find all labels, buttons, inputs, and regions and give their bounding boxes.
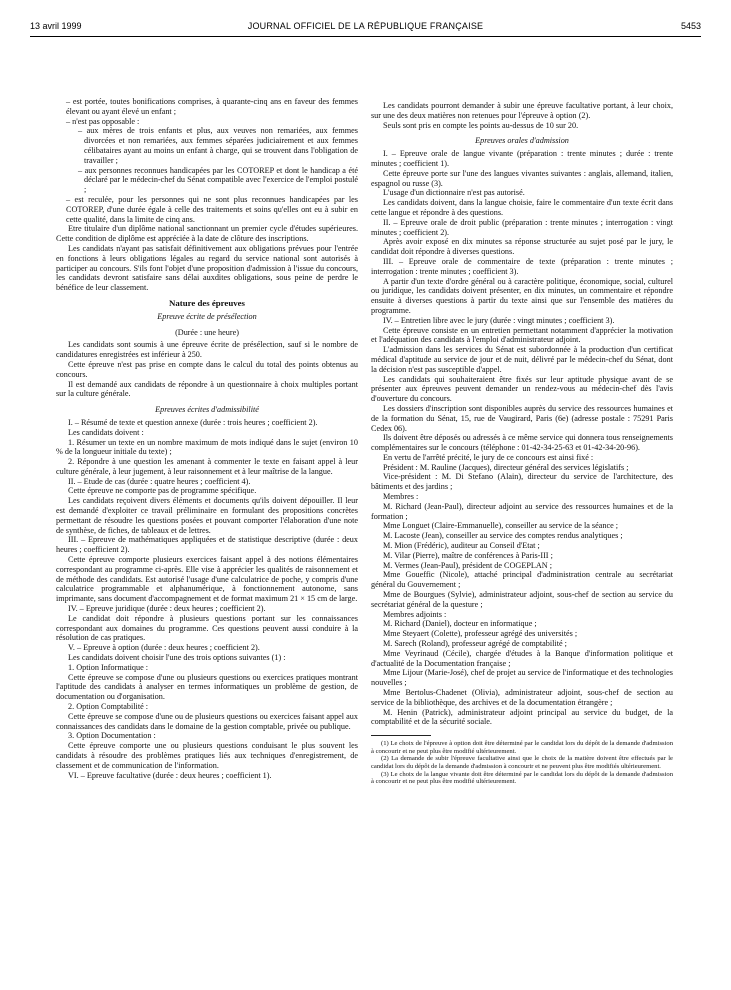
jury-member: M. Mion (Frédéric), auditeur au Conseil d'Etat ; bbox=[383, 541, 540, 551]
paragraph: Cette épreuve comporte plusieurs exercices faisant appel à des notions élémentaires correspondant au programme ci-après. Elle vise à apprécier les qualités de raisonnement et de méthode des candidats. Est autorisé l'usage d'une calculatrice de poche, y compris d'une calculatrice programmable et alphanumérique, à fonctionnement autonome, sans imprimante, sans document d'accompagnement et de format maximum 21 × 15 cm de large. bbox=[56, 555, 358, 604]
paragraph: Cette épreuve ne comporte pas de programme spécifique. bbox=[68, 486, 257, 496]
paragraph: A partir d'un texte d'ordre général ou à caractère politique, économique, social, culturel ou juridique, les candidats doivent présenter, en dix minutes, un commentaire et répondre ensuite à diverses questions à partir du texte ainsi que sur l'ensemble des matières du programme. bbox=[371, 276, 673, 315]
jury-member: Mme Goueffic (Nicole), attaché principal d'administration centrale au secrétariat général du Gouvernement ; bbox=[371, 570, 673, 590]
paragraph: L'usage d'un dictionnaire n'est pas autorisé. bbox=[383, 188, 525, 198]
list-item: – aux mères de trois enfants et plus, aux veuves non remariées, aux femmes divorcées et non remariées, aux femmes séparées judiciairement et aux femmes célibataires ayant au moins un enfant à charge, qui se trouvent dans l'obligation de travailler ; bbox=[78, 126, 358, 165]
paragraph: 1. Option Informatique : bbox=[68, 662, 149, 672]
paragraph: Seuls sont pris en compte les points au-dessus de 10 sur 20. bbox=[383, 120, 579, 130]
jury-member: Président : M. Rauline (Jacques), directeur général des services législatifs ; bbox=[383, 462, 629, 472]
jury-member: Mme de Bourgues (Sylvie), administrateur adjoint, sous-chef de section au service du secrétariat général de la questure ; bbox=[371, 590, 673, 609]
paragraph: II. – Etude de cas (durée : quatre heures ; coefficient 4). bbox=[68, 476, 251, 486]
paragraph: 3. Option Documentation : bbox=[68, 731, 156, 741]
paragraph: 1. Résumer un texte en un nombre maximum de mots indiqué dans le sujet (environ 10 % de la longueur initiale du texte) ; bbox=[56, 437, 358, 457]
header-date: 13 avril 1999 bbox=[30, 21, 82, 31]
paragraph: Les candidats reçoivent divers éléments et documents qu'ils doivent dépouiller. Il leur est demandé d'exploiter ce travail préliminaire en formulant des propositions concrètes permettant de résoudre les questions posées et pouvant comporter l'élaboration d'une note de synthèse, de fiches, de tableaux et de lettres. bbox=[56, 496, 358, 535]
duration-note: (Durée : une heure) bbox=[175, 327, 239, 337]
paragraph: – est reculée, pour les personnes qui ne sont plus reconnues handicapées par les COTOREP, d'une durée égale à celle des traitements et soins qu'elles ont eu à subir en cette qualité, dans la limite de cinq ans. bbox=[66, 194, 358, 224]
jury-member: M. Lacoste (Jean), conseiller au service des comptes rendus analytiques ; bbox=[383, 531, 623, 541]
paragraph: VI. – Epreuve facultative (durée : deux heures ; coefficient 1). bbox=[68, 770, 272, 780]
paragraph: Les candidats doivent choisir l'une des trois options suivantes (1) : bbox=[68, 653, 286, 663]
jury-member: Mme Bertolus-Chadenet (Olivia), administrateur adjoint, sous-chef de section au service de la bibliothèque, des archives et de la documentation étrangère ; bbox=[371, 688, 673, 707]
paragraph: – n'est pas opposable : bbox=[66, 116, 140, 126]
journal-title: JOURNAL OFFICIEL DE LA RÉPUBLIQUE FRANÇAISE bbox=[247, 21, 484, 31]
jury-member: Mme Steyaert (Colette), professeur agrégé des universités ; bbox=[383, 629, 578, 639]
header-rule bbox=[30, 36, 701, 37]
page-header bbox=[30, 21, 701, 35]
footnote-rule bbox=[371, 735, 431, 736]
paragraph: Les candidats sont soumis à une épreuve écrite de présélection, sauf si le nombre de candidatures enregistrées est inférieur à 250. bbox=[56, 340, 358, 360]
jury-member: M. Richard (Daniel), docteur en informatique ; bbox=[383, 619, 537, 629]
paragraph: Cette épreuve se compose d'une ou plusieurs questions ou exercices pratiques montrant l'aptitude des candidats à analyser en termes informatiques un problème de gestion, de documentation ou d'organisation. bbox=[56, 672, 358, 702]
paragraph: Etre titulaire d'un diplôme national sanctionnant un premier cycle d'études supérieures. Cette condition de diplôme est appréciée à la date de clôture des inscriptions. bbox=[56, 224, 358, 244]
paragraph: II. – Epreuve orale de droit public (préparation : trente minutes ; interrogation : vingt minutes ; coefficient 2). bbox=[371, 217, 673, 237]
jury-member: Mme Longuet (Claire-Emmanuelle), conseiller au service de la séance ; bbox=[383, 521, 619, 531]
left-column bbox=[56, 97, 358, 977]
paragraph: Après avoir exposé en dix minutes sa réponse structurée au sujet posé par le jury, le candidat doit répondre à diverses questions. bbox=[371, 237, 673, 257]
subsection-heading: Epreuve écrite de présélection bbox=[157, 311, 257, 321]
jury-member: M. Henin (Patrick), administrateur adjoint principal au service du budget, de la comptabilité et de la sécurité sociale. bbox=[371, 707, 673, 727]
paragraph: Il est demandé aux candidats de répondre à un questionnaire à choix multiples portant sur la culture générale. bbox=[56, 379, 358, 399]
jury-member: Mme Lijour (Marie-José), chef de projet au service de l'informatique et des technologies nouvelles ; bbox=[371, 668, 673, 688]
subsection-heading: Epreuves orales d'admission bbox=[475, 136, 569, 146]
paragraph: Les candidats n'ayant pas satisfait définitivement aux obligations prévues pour l'entrée en fonctions à leurs obligations légales au regard du service national sont autorisés à participer au concours. S'ils font l'objet d'une proposition d'admission à l'issue du concours, les candidats devront satisfaire sans délai auxdites obligations, sous peine de perdre le bénéfice de leur classement. bbox=[56, 243, 358, 293]
paragraph: IV. – Epreuve juridique (durée : deux heures ; coefficient 2). bbox=[68, 604, 266, 614]
right-column bbox=[371, 101, 673, 981]
paragraph: I. – Résumé de texte et question annexe (durée : trois heures ; coefficient 2). bbox=[68, 417, 318, 427]
paragraph: Ils doivent être déposés ou adressés à ce même service qui donnera tous renseignements complémentaires sur le concours (téléphone : 01-42-34-25-63 et 01-42-34-20-96). bbox=[371, 433, 673, 453]
jury-member: Mme Veyrinaud (Cécile), chargée d'études à la Banque d'information politique et d'actualité de la Documentation française ; bbox=[371, 648, 673, 668]
jury-member: Vice-président : M. Di Stefano (Alain), directeur du service de l'architecture, des bâtiments et des jardins ; bbox=[371, 472, 673, 492]
paragraph: Cette épreuve consiste en un entretien permettant notamment d'apprécier la motivation et l'adéquation des candidats à l'emploi d'administrateur adjoint. bbox=[371, 325, 673, 345]
paragraph: L'admission dans les services du Sénat est subordonnée à la production d'un certificat médical d'aptitude au service de jour et de nuit, délivré par le médecin-chef du Sénat, dont la décision n'est pas susceptible d'appel. bbox=[371, 345, 673, 374]
paragraph: Cette épreuve porte sur l'une des langues vivantes suivantes : anglais, allemand, italien, espagnol ou russe (3). bbox=[371, 168, 673, 188]
paragraph: IV. – Entretien libre avec le jury (durée : vingt minutes ; coefficient 3). bbox=[383, 315, 615, 325]
paragraph: Les candidats doivent, dans la langue choisie, faire le commentaire d'un texte écrit dans cette langue et répondre à des questions. bbox=[371, 198, 673, 217]
paragraph: V. – Epreuve à option (durée : deux heures ; coefficient 2). bbox=[68, 643, 260, 653]
paragraph: Le candidat doit répondre à plusieurs questions portant sur les connaissances correspondant aux domaines du programme. Ces questions peuvent aussi conduire à la résolution de cas pratiques. bbox=[56, 613, 358, 643]
section-heading: Nature des épreuves bbox=[169, 297, 245, 308]
paragraph: Membres adjoints : bbox=[383, 609, 447, 619]
paragraph: Les dossiers d'inscription sont disponibles auprès du service des ressources humaines et de la formation du Sénat, 15, rue de Vaugirard, Paris (6e) (adresse postale : 75291 Paris Cedex 06). bbox=[371, 403, 673, 433]
paragraph: Cette épreuve comporte une ou plusieurs questions conduisant le plus souvent les candidats à résoudre des problèmes pratiques liés aux techniques d'enregistrement, de classement et de communication de l'information. bbox=[56, 741, 358, 770]
list-item: – aux personnes reconnues handicapées par les COTOREP et dont le handicap a été déclaré par le médecin-chef du Sénat compatible avec l'exercice de l'emploi postulé ; bbox=[78, 165, 358, 195]
jury-member: M. Richard (Jean-Paul), directeur adjoint au service des ressources humaines et de la formation ; bbox=[371, 501, 673, 521]
footnote: (3) Le choix de la langue vivante doit être déterminé par le candidat lors du dépôt de la demande d'admission à concourir et ne peut plus être modifié ultérieurement. bbox=[371, 770, 673, 786]
paragraph: – est portée, toutes bonifications comprises, à quarante-cinq ans en faveur des femmes élevant ou ayant élevé un enfant ; bbox=[66, 97, 358, 116]
paragraph: 2. Option Comptabilité : bbox=[68, 702, 149, 712]
jury-member: M. Sarech (Roland), professeur agrégé de comptabilité ; bbox=[383, 639, 567, 649]
paragraph: Les candidats doivent : bbox=[68, 427, 144, 437]
paragraph: Cette épreuve n'est pas prise en compte dans le calcul du total des points obtenus au concours. bbox=[56, 359, 358, 379]
paragraph: En vertu de l'arrêté précité, le jury de ce concours est ainsi fixé : bbox=[383, 452, 594, 462]
paragraph: 2. Répondre à une question les amenant à commenter le texte en faisant appel à leur culture générale, à leur jugement, à leur raisonnement et à leur maîtrise de la langue. bbox=[56, 457, 358, 476]
paragraph: Les candidats qui souhaiteraient être fixés sur leur aptitude physique avant de se présenter aux épreuves peuvent demander un rendez-vous au médecin-chef dès l'avis d'ouverture du concours. bbox=[371, 374, 673, 404]
page-number: 5453 bbox=[680, 21, 701, 31]
paragraph: Membres : bbox=[383, 492, 419, 502]
paragraph: III. – Epreuve de mathématiques appliquées et de statistique descriptive (durée : deux heures ; coefficient 2). bbox=[56, 535, 358, 555]
paragraph: Cette épreuve se compose d'une ou de plusieurs questions ou exercices faisant appel aux connaissances des candidats dans le domaine de la gestion comptable, privée ou publique. bbox=[56, 711, 358, 731]
subsection-heading: Epreuves écrites d'admissibilité bbox=[155, 405, 259, 415]
paragraph: I. – Epreuve orale de langue vivante (préparation : trente minutes ; durée : trente minutes ; coefficient 1). bbox=[371, 149, 673, 168]
paragraph: Les candidats pourront demander à subir une épreuve facultative portant, à leur choix, sur une des deux matières non retenues pour l'épreuve à option (2). bbox=[371, 101, 673, 120]
footnote: (1) Le choix de l'épreuve à option doit être déterminé par le candidat lors du dépôt de la demande d'admission à concourir et ne peut plus être modifié ultérieurement. bbox=[371, 740, 673, 755]
jury-member: M. Vermes (Jean-Paul), président de COGEPLAN ; bbox=[383, 560, 553, 570]
jury-member: M. Vilar (Pierre), maître de conférences à Paris-III ; bbox=[383, 550, 553, 560]
footnote: (2) La demande de subir l'épreuve facultative ainsi que le choix de la matière doivent être effectués par le candidat lors du dépôt de la demande d'admission à concourir et ne peuvent plus être modifiés ultérieurement. bbox=[371, 755, 673, 770]
paragraph: III. – Epreuve orale de commentaire de texte (préparation : trente minutes ; interrogation : trente minutes ; coefficient 3). bbox=[371, 256, 673, 276]
